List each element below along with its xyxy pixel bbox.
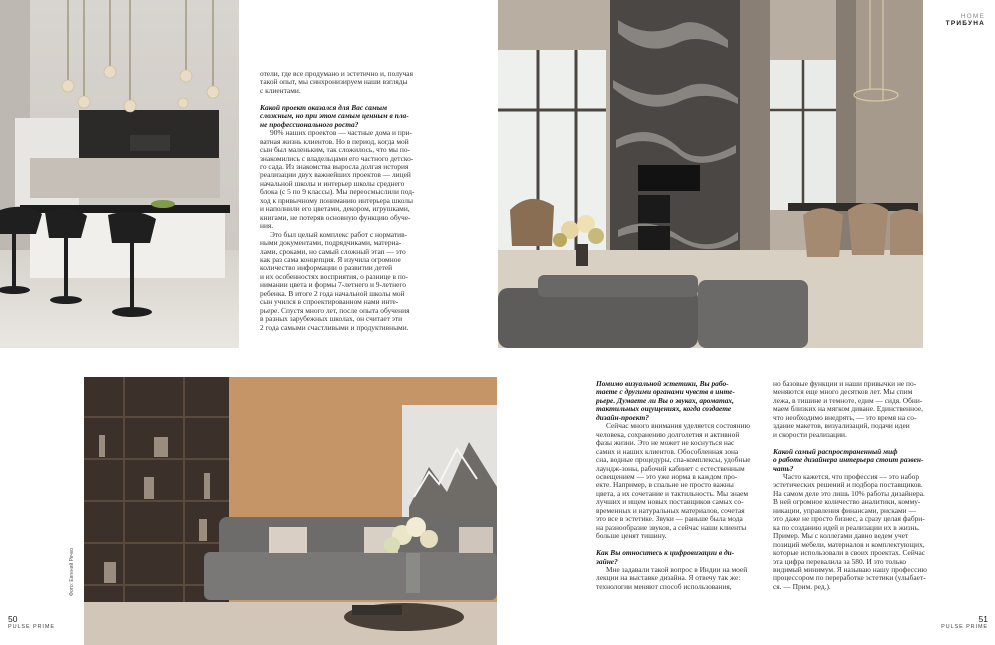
text-line: освещением — это уже норма в каждом про- bbox=[596, 471, 738, 481]
question-line: Помимо визуальной эстетики, Вы рабо- bbox=[596, 379, 729, 388]
text-line: которые использовали в своих проектах. Сейчас bbox=[773, 548, 926, 558]
text-line: фазы жизни. Это не может не коснуться нас bbox=[596, 438, 735, 448]
right-article-column-1 bbox=[596, 380, 762, 630]
question-line: сложным, но при этом самым ценным в пла- bbox=[260, 111, 409, 121]
text-line: Пример. Мы с коллегами давно ведем учет bbox=[773, 531, 909, 541]
text-line: Это был целый комплекс работ с норматив- bbox=[270, 229, 408, 239]
text-line: и их особенностях восприятия, о разнице в по- bbox=[260, 271, 409, 281]
question-line: о работе дизайнера интерьера стоит развен- bbox=[773, 455, 924, 465]
question-line: дизайн-проект? bbox=[596, 412, 649, 422]
text-line: знакомились с владельцами его частного детско- bbox=[260, 153, 414, 163]
kitchen-photo bbox=[0, 0, 239, 348]
right-folio bbox=[940, 614, 988, 630]
text-line: нимании цвета и формы 7-летнего и 9-летнего bbox=[260, 280, 406, 290]
text-line: лекции на выставке дизайна. Я отвечу так же: bbox=[596, 573, 741, 583]
text-line: маем близких на мягком диване. Единственное, bbox=[773, 404, 923, 414]
text-line: реализации двух важнейших проектов — лицей bbox=[260, 170, 411, 180]
text-line: на разнообразие звуков, а сейчас наши клиенты bbox=[596, 522, 747, 532]
text-line: 90% наших проектов — частные дома и при- bbox=[270, 128, 412, 138]
text-line: эстетических решений и подбора поставщиков. bbox=[773, 480, 923, 490]
text-line: и наполнили его цветами, декором, игрушками, bbox=[260, 204, 410, 214]
right-article-column-2 bbox=[773, 380, 943, 630]
text-line: Сейчас много внимания уделяется состоянию bbox=[606, 421, 751, 431]
text-line: 2 года самыми счастливыми и продуктивными. bbox=[260, 322, 409, 332]
question-line: тактильных ощущениях, когда создаете bbox=[596, 404, 732, 414]
text-line: ния. bbox=[260, 221, 274, 231]
text-line: лами, сроками, но самый сложный этап — это bbox=[260, 246, 406, 256]
text-line: человека, сохранению долголетия и активной bbox=[596, 429, 740, 439]
text-line: самих и наших клиентов. Обособленная зона bbox=[596, 446, 739, 456]
text-line: Часто кажется, что профессия — это набор bbox=[783, 471, 920, 481]
text-line: больше ценят тишину. bbox=[596, 531, 667, 541]
text-line: но базовые функции и наши привычки не по- bbox=[773, 379, 917, 388]
left-article-column bbox=[260, 70, 432, 360]
text-line: блока (с 5 по 9 классы). Мы переосмыслили под- bbox=[260, 187, 415, 197]
section-label: HOME bbox=[960, 13, 985, 20]
text-line: видимый минимум. Я называю нашу профессию bbox=[773, 564, 927, 574]
text-line: в разных зарубежных школах, он считает эти bbox=[260, 314, 403, 324]
text-line: такой опыт, мы синхронизируем наши взгляды bbox=[260, 77, 408, 87]
text-line: ка по созданию идей и реализации их в жизнь. bbox=[773, 522, 920, 532]
question-line: Какой проект оказался для Вас самым bbox=[260, 102, 388, 112]
text-line: временных и натуральных материалов, сочетая bbox=[596, 505, 745, 515]
page-number: 51 bbox=[978, 614, 988, 624]
text-line: лаундж-зоны, рабочий кабинет с естественным bbox=[596, 463, 745, 473]
text-line: с клиентами. bbox=[260, 85, 301, 95]
text-line: что необходимо внедрять, — это время на со- bbox=[773, 412, 917, 422]
page-number: 50 bbox=[8, 614, 18, 624]
text-line: сна, водные процедуры, спа-комплексы, удобные bbox=[596, 455, 751, 465]
question-line: зайне? bbox=[596, 556, 618, 566]
text-line: ными документами, подрядчиками, материа- bbox=[260, 238, 402, 248]
text-line: книгами, не потеряв основную функцию обуче- bbox=[260, 212, 411, 222]
text-line: екте. Например, в спальне не просто важны bbox=[596, 480, 734, 490]
text-line: это даже не просто бизнес, а сразу целая фабри- bbox=[773, 514, 925, 524]
publication-name: PULSE PRIME bbox=[8, 624, 55, 630]
text-line: го сада. Из знакомства выросла долгая история bbox=[260, 161, 409, 171]
question-line: Как Вы относитесь к цифровизации в ди- bbox=[596, 548, 735, 558]
text-line: ребенка. В итоге 2 года начальной школы мой bbox=[260, 288, 405, 298]
publication-name: PULSE PRIME bbox=[941, 624, 988, 630]
text-line: и скорости реализации. bbox=[773, 429, 847, 439]
text-line: никации, управления финансами, рисками — bbox=[773, 505, 916, 515]
text-line: лучших и ищем новых поставщиков самых со- bbox=[596, 497, 744, 507]
text-line: как раз сама концепция. Я изучила огромное bbox=[260, 254, 401, 264]
question-line: не профессионального роста? bbox=[260, 119, 359, 129]
text-line: ватная жизнь клиентов. Но в период, когда мой bbox=[260, 136, 409, 146]
text-line: отели, где все продумано и эстетично и, получая bbox=[260, 69, 413, 78]
photo-credit: Фото: Евгений Речко bbox=[69, 548, 75, 596]
text-line: сын был маленьким, так сложилось, что мы по- bbox=[260, 145, 410, 155]
text-line: начальной школы и интерьер школы среднего bbox=[260, 178, 405, 188]
question-line: таете с другими органами чувств в инте- bbox=[596, 387, 735, 397]
text-line: Мне задавали такой вопрос в Индии на моей bbox=[606, 564, 748, 574]
text-line: это все в эстетике. Звуки — раньше была мода bbox=[596, 514, 743, 524]
text-line: количество информации о развитии детей bbox=[260, 263, 393, 273]
text-line: ся. — Прим. ред.). bbox=[773, 581, 831, 591]
section-header bbox=[930, 13, 985, 27]
text-line: меняются еще много десятков лет. Мы спим bbox=[773, 387, 913, 397]
text-line: позиций мебели, материалов и комплектующих, bbox=[773, 539, 925, 549]
text-line: лежа, в тишине и темноте, едим — сидя. Обни- bbox=[773, 395, 923, 405]
text-line: ход к привычному пониманию интерьера школы bbox=[260, 195, 413, 205]
text-line: рьере. Спустя много лет, после опыта обучения bbox=[260, 305, 410, 315]
question-line: рьере. Думаете ли Вы о звуках, ароматах, bbox=[596, 395, 734, 405]
question-line: чать? bbox=[773, 463, 794, 473]
section-title: ТРИБУНА bbox=[945, 20, 985, 27]
text-line: цвета, а их сочетание и тактильность. Мы знаем bbox=[596, 488, 749, 498]
text-line: технологии меняют способ использования, bbox=[596, 581, 732, 591]
living-room-photo bbox=[84, 377, 497, 645]
text-line: эта цифра перевалила за 580. И это только bbox=[773, 556, 907, 566]
text-line: процессором по переработке эстетики (улыбает- bbox=[773, 573, 926, 583]
question-line: Какой самый распространенный миф bbox=[773, 446, 898, 456]
text-line: На самом деле это лишь 10% работы дизайнера. bbox=[773, 488, 925, 498]
dining-room-photo bbox=[498, 0, 923, 348]
text-line: здание макетов, визуализаций, подачи идеи bbox=[773, 421, 910, 431]
left-folio bbox=[8, 614, 55, 630]
text-line: сын учился в спроектированном нами интe- bbox=[260, 297, 399, 307]
text-line: В ней огромное количество аналитики, комму- bbox=[773, 497, 921, 507]
